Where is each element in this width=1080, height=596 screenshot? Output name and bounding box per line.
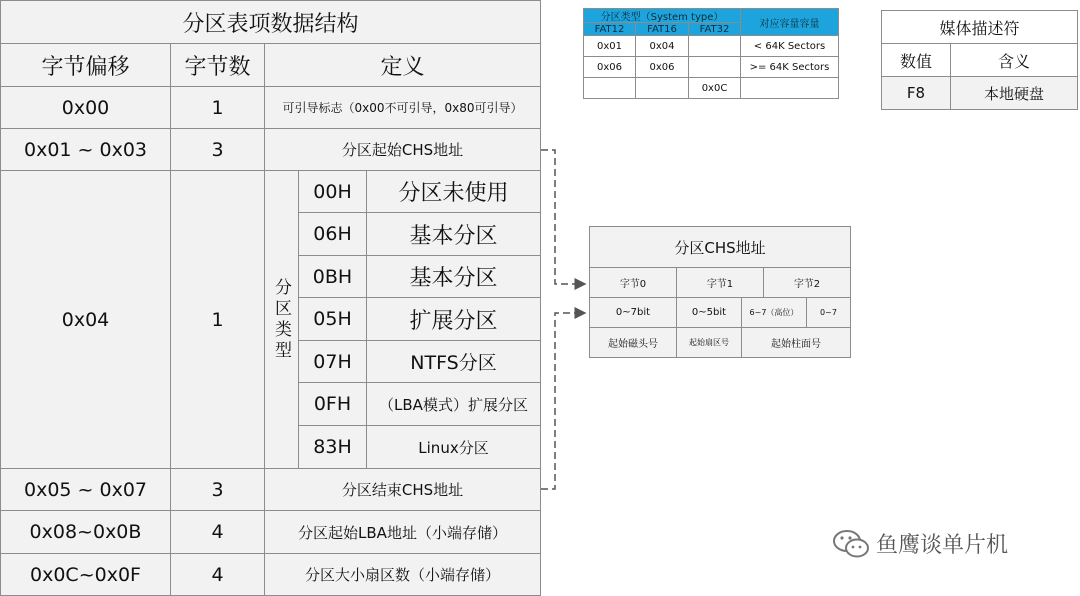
media-header-value: 数值: [881, 43, 951, 77]
partition-type-code: 0FH: [298, 382, 367, 426]
system-type-cell: 0x06: [635, 56, 689, 78]
fat32-header: FAT32: [688, 22, 741, 36]
partition-type-meaning: 分区未使用: [366, 170, 541, 213]
partition-type-meaning: （LBA模式）扩展分区: [366, 382, 541, 426]
header-size: 字节数: [170, 43, 265, 87]
chs-field-cylinder: 起始柱面号: [741, 327, 851, 358]
chs-bit-range: 0~5bit: [676, 297, 742, 328]
row-offset: 0x04: [0, 170, 171, 469]
row-offset: 0x08~0x0B: [0, 510, 171, 554]
system-type-cell: 0x06: [583, 56, 636, 78]
partition-type-code: 07H: [298, 340, 367, 383]
chs-table-title: 分区CHS地址: [589, 226, 851, 268]
row-offset: 0x01 ~ 0x03: [0, 128, 171, 171]
system-type-cell: 0x04: [635, 35, 689, 57]
row-size: 4: [170, 553, 265, 596]
row-definition: 分区起始CHS地址: [264, 128, 541, 171]
main-table-title: 分区表项数据结构: [0, 0, 541, 44]
partition-type-meaning: 基本分区: [366, 212, 541, 256]
partition-type-code: 05H: [298, 297, 367, 341]
chs-bit-range: 0~7bit: [589, 297, 677, 328]
chs-bit-range: 6~7（高位）: [741, 297, 807, 328]
system-type-cell: < 64K Sectors: [740, 35, 839, 57]
capacity-header: 对应容量容量: [740, 8, 839, 36]
header-definition: 定义: [264, 43, 541, 87]
chs-field-sector: 起始扇区号: [676, 327, 742, 358]
partition-type-meaning: 扩展分区: [366, 297, 541, 341]
row-size: 3: [170, 468, 265, 511]
row-definition: 可引导标志（0x00不可引导，0x80可引导）: [264, 86, 541, 129]
partition-type-label: 分区类型: [264, 170, 299, 469]
partition-type-code: 06H: [298, 212, 367, 256]
connector-start-chs: [541, 150, 585, 284]
chs-field-head: 起始磁头号: [589, 327, 677, 358]
chs-byte-header: 字节1: [676, 267, 764, 298]
media-value: F8: [881, 76, 951, 110]
media-table-title: 媒体描述符: [881, 10, 1078, 44]
chs-byte-header: 字节0: [589, 267, 677, 298]
row-size: 1: [170, 170, 265, 469]
row-size: 4: [170, 510, 265, 554]
header-offset: 字节偏移: [0, 43, 171, 87]
media-meaning: 本地硬盘: [950, 76, 1078, 110]
chs-bit-range: 0~7: [806, 297, 851, 328]
watermark: [832, 528, 1008, 559]
connector-end-chs: [541, 313, 585, 489]
partition-type-meaning: NTFS分区: [366, 340, 541, 383]
system-type-cell: 0x0C: [688, 77, 741, 99]
row-offset: 0x05 ~ 0x07: [0, 468, 171, 511]
row-definition: 分区结束CHS地址: [264, 468, 541, 511]
row-offset: 0x00: [0, 86, 171, 129]
row-size: 1: [170, 86, 265, 129]
fat16-header: FAT16: [635, 22, 689, 36]
partition-type-meaning: 基本分区: [366, 255, 541, 298]
partition-type-code: 0BH: [298, 255, 367, 298]
row-size: 3: [170, 128, 265, 171]
partition-type-code: 83H: [298, 425, 367, 469]
media-header-meaning: 含义: [950, 43, 1078, 77]
system-type-title: 分区类型（System type）: [583, 8, 741, 23]
row-offset: 0x0C~0x0F: [0, 553, 171, 596]
system-type-cell: 0x01: [583, 35, 636, 57]
fat12-header: FAT12: [583, 22, 636, 36]
row-definition: 分区大小扇区数（小端存储）: [264, 553, 541, 596]
partition-type-meaning: Linux分区: [366, 425, 541, 469]
chs-byte-header: 字节2: [763, 267, 851, 298]
system-type-cell: >= 64K Sectors: [740, 56, 839, 78]
partition-type-code: 00H: [298, 170, 367, 213]
wechat-icon: [832, 529, 870, 559]
watermark-text: 鱼鹰谈单片机: [876, 533, 1009, 558]
row-definition: 分区起始LBA地址（小端存储）: [264, 510, 541, 554]
